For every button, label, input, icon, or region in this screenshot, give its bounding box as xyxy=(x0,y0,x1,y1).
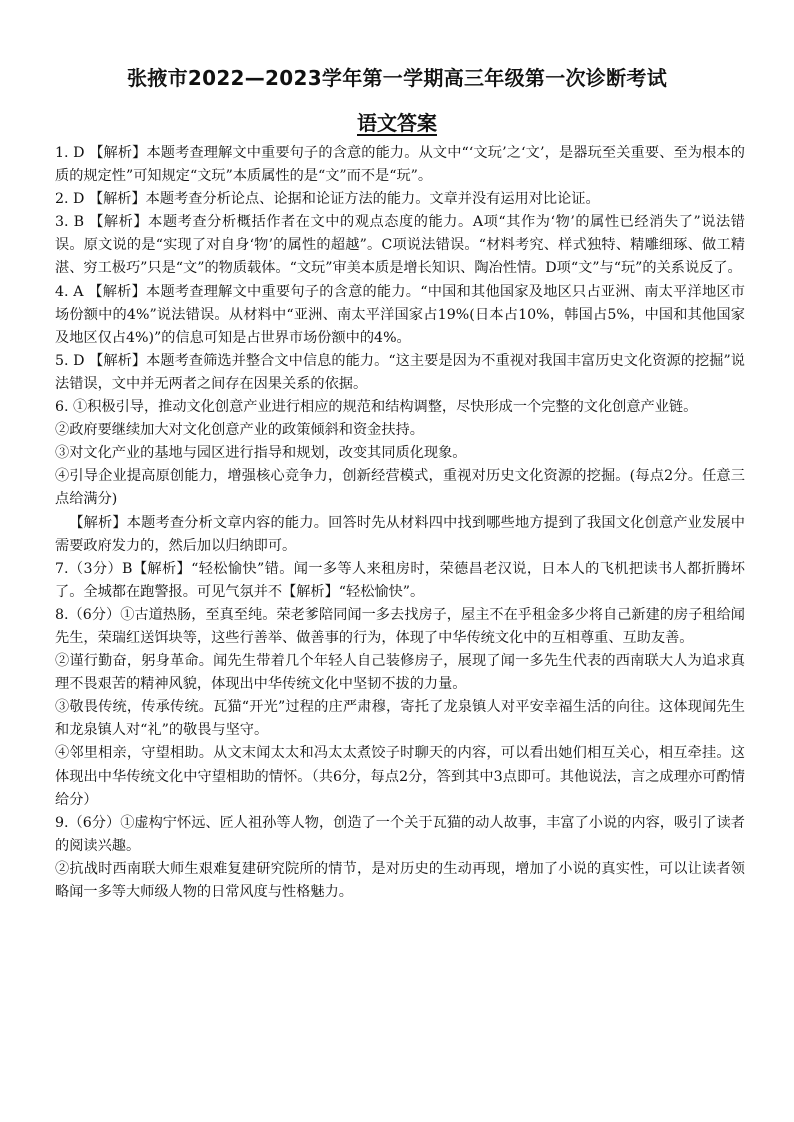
page-subtitle xyxy=(0,107,794,136)
answer-8-point-2: ②谨行勤奋，躬身革命。闻先生带着几个年轻人自己装修房子，展现了闻一多先生代表的西南联大人为追求真理不畏艰苦的精神风貌，体现出中华传统文化中坚韧不拔的力量。 xyxy=(55,653,745,693)
answer-7: 7.（3分）B【解析】“轻松愉快”错。闻一多等人来租房时，荣德昌老汉说，日本人的飞机把读书人都折腾坏了。全城都在跑警报。可见气氛并不【解析】“轻松愉快”。 xyxy=(55,560,745,600)
answer-body xyxy=(55,142,745,904)
answer-2: 2. D 【解析】本题考查分析论点、论据和论证方法的能力。文章并没有运用对比论证。 xyxy=(55,191,600,208)
answer-6-point-4: ④引导企业提高原创能力，增强核心竞争力，创新经营模式，重视对历史文化资源的挖掘。(每点2分。任意三点给满分) xyxy=(55,468,745,508)
page-title: 张掖市2022—2023学年第一学期高三年级第一次诊断考试 xyxy=(126,66,668,90)
answer-8-point-4: ④邻里相亲，守望相助。从文末闻太太和冯太太煮饺子时聊天的内容，可以看出她们相互关心，相互牵挂。这体现出中华传统文化中守望相助的情怀。（共6分，每点2分，答到其中3点即可。其他说法，言之成理亦可酌情给分） xyxy=(55,745,745,808)
answer-4: 4. A 【解析】本题考查理解文中重要句子的含意的能力。“中国和其他国家及地区只占亚洲、南太平洋地区市场份额中的4%”说法错误。从材料中“亚洲、南太平洋国家占19%(日本占10%，韩国占5%，中国和其他国家及地区仅占4%)”的信息可知是占世界市场份额中的4%。 xyxy=(55,283,745,346)
answer-1: 1. D 【解析】本题考查理解文中重要句子的含意的能力。从文中“‘文玩’之‘文’，是器玩至关重要、至为根本的质的规定性”可知规定“文玩”本质属性的是“文”而不是“玩”。 xyxy=(55,145,745,185)
answer-5: 5. D 【解析】本题考查筛选并整合文中信息的能力。“这主要是因为不重视对我国丰富历史文化资源的挖掘”说法错误，文中并无两者之间存在因果关系的依据。 xyxy=(55,352,745,392)
answer-6-point-2: ②政府要继续加大对文化创意产业的政策倾斜和资金扶持。 xyxy=(55,422,424,439)
answer-8-point-1: 8.（6分）①古道热肠，至真至纯。荣老爹陪同闻一多去找房子，屋主不在乎租金多少将自己新建的房子租给闻先生，荣瑞红送饵块等，这些行善举、做善事的行为，体现了中华传统文化中的互相尊重、互助友善。 xyxy=(55,606,745,646)
answer-6-point-3: ③对文化产业的基地与园区进行指导和规划，改变其同质化现象。 xyxy=(55,445,467,462)
subtitle-text: 语文答案 xyxy=(357,111,437,135)
answer-9-point-2: ②抗战时西南联大师生艰难复建研究院所的情节，是对历史的生动再现，增加了小说的真实性，可以让读者领略闻一多等大师级人物的日常风度与性格魅力。 xyxy=(55,860,745,900)
answer-9-point-1: 9.（6分）①虚构宁怀远、匠人祖孙等人物，创造了一个关于瓦猫的动人故事，丰富了小说的内容，吸引了读者的阅读兴趣。 xyxy=(55,814,745,854)
answer-3: 3. B 【解析】本题考查分析概括作者在文中的观点态度的能力。A项“其作为‘物’的属性已经消失了”说法错误。原文说的是“实现了对自身‘物’的属性的超越”。C项说法错误。“材料考究、样式独特、精雕细琢、做工精湛、穷工极巧”只是“文”的物质载体。“文玩”审美本质是增长知识、陶冶性情。D项“文”与“玩”的关系说反了。 xyxy=(55,214,745,277)
answer-8-point-3: ③敬畏传统，传承传统。瓦猫“开光”过程的庄严肃穆，寄托了龙泉镇人对平安幸福生活的向往。这体现闻先生和龙泉镇人对“礼”的敬畏与坚守。 xyxy=(55,699,745,739)
answer-6-point-1: 6. ①积极引导，推动文化创意产业进行相应的规范和结构调整，尽快形成一个完整的文化创意产业链。 xyxy=(55,399,698,416)
answer-6-analysis: 【解析】本题考查分析文章内容的能力。回答时先从材料四中找到哪些地方提到了我国文化创意产业发展中需要政府发力的，然后加以归纳即可。 xyxy=(55,514,745,554)
